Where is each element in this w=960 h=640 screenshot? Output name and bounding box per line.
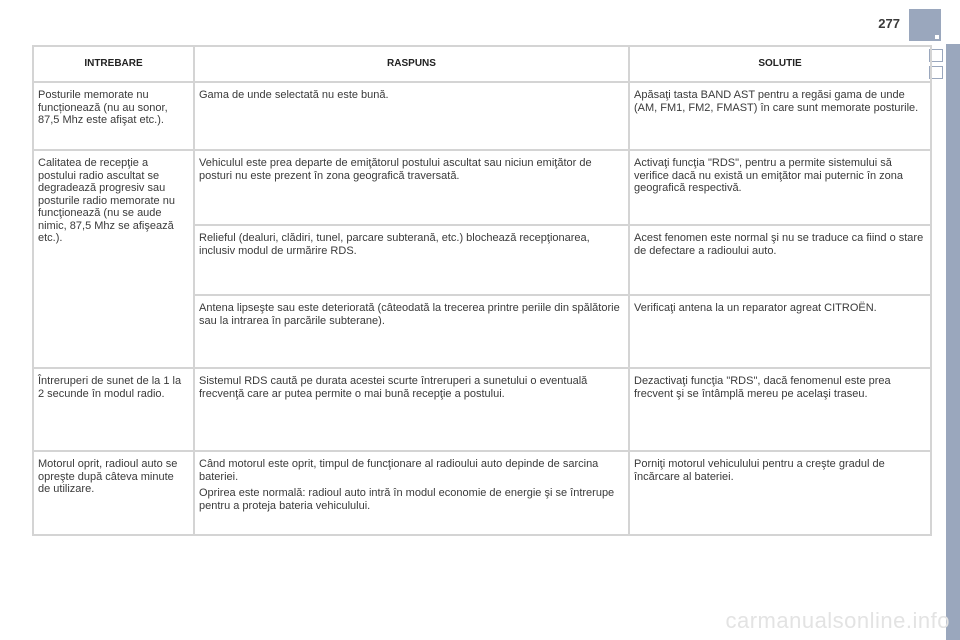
table-header-row: [33, 46, 931, 82]
answer-paragraph: Oprirea este normală: radioul auto intră în modul economie de energie şi se întrerupe pentru a proteja bateria vehiculului.: [199, 487, 615, 512]
question-cell: Calitatea de recepţie a postului radio ascultat se degradează progresiv sau posturile radio memorate nu funcţionează (nu se aude nimic, 87,5 Mhz se afişează etc.).: [33, 150, 194, 368]
table-row: [33, 82, 931, 150]
answer-cell: Vehiculul este prea departe de emiţătorul postului ascultat sau niciun emiţător de posturi nu este prezent în zona geografică traversată.: [194, 150, 629, 225]
watermark: carmanualsonline.info: [725, 608, 950, 633]
page-number: 277: [878, 16, 900, 31]
solution-cell: Apăsaţi tasta BAND AST pentru a regăsi gama de unde (AM, FM1, FM2, FMAST) în care sunt memorate posturile.: [629, 82, 931, 150]
table-row: [33, 368, 931, 451]
solution-cell: Porniţi motorul vehiculului pentru a creşte gradul de încărcare al bateriei.: [629, 451, 931, 535]
side-bar: [946, 44, 960, 640]
answer-cell: Gama de unde selectată nu este bună.: [194, 82, 629, 150]
header-question: INTREBARE: [33, 46, 194, 82]
answer-cell: [194, 451, 629, 535]
solution-cell: Dezactivaţi funcţia "RDS", dacă fenomenul este prea frecvent şi se întâmplă mereu pe acelaşi traseu.: [629, 368, 931, 451]
table-row: [33, 451, 931, 535]
table-row: [33, 150, 931, 225]
solution-cell: Acest fenomen este normal şi nu se traduce ca fiind o stare de defectare a radioului auto.: [629, 225, 931, 295]
solution-cell: Verificaţi antena la un reparator agreat CITROËN.: [629, 295, 931, 368]
answer-paragraph: Când motorul este oprit, timpul de funcţionare al radioului auto depinde de sarcina bateriei.: [199, 458, 599, 483]
faq-table: [32, 45, 932, 536]
chapter-tab-marker: [909, 9, 941, 41]
solution-cell: Activaţi funcţia "RDS", pentru a permite sistemului să verifice dacă nu există un emiţător mai puternic în zona geografică respectivă.: [629, 150, 931, 225]
header-answer: RASPUNS: [194, 46, 629, 82]
answer-cell: Sistemul RDS caută pe durata acestei scurte întreruperi a sunetului o eventuală frecvenţă care ar putea permite o mai bună recepţie a postului.: [194, 368, 629, 451]
header-solution: SOLUTIE: [629, 46, 931, 82]
answer-cell: Relieful (dealuri, clădiri, tunel, parcare subterană, etc.) blochează recepţionarea, inclusiv modul de urmărire RDS.: [194, 225, 629, 295]
question-cell: Motorul oprit, radioul auto se opreşte după câteva minute de utilizare.: [33, 451, 194, 535]
question-cell: Întreruperi de sunet de la 1 la 2 secunde în modul radio.: [33, 368, 194, 451]
tab-dot: [935, 35, 939, 39]
question-cell: Posturile memorate nu funcționează (nu au sonor, 87,5 Mhz este afişat etc.).: [33, 82, 194, 150]
answer-cell: Antena lipseşte sau este deteriorată (câteodată la trecerea printre periile din spălătorie sau la intrarea în parcările subterane).: [194, 295, 629, 368]
